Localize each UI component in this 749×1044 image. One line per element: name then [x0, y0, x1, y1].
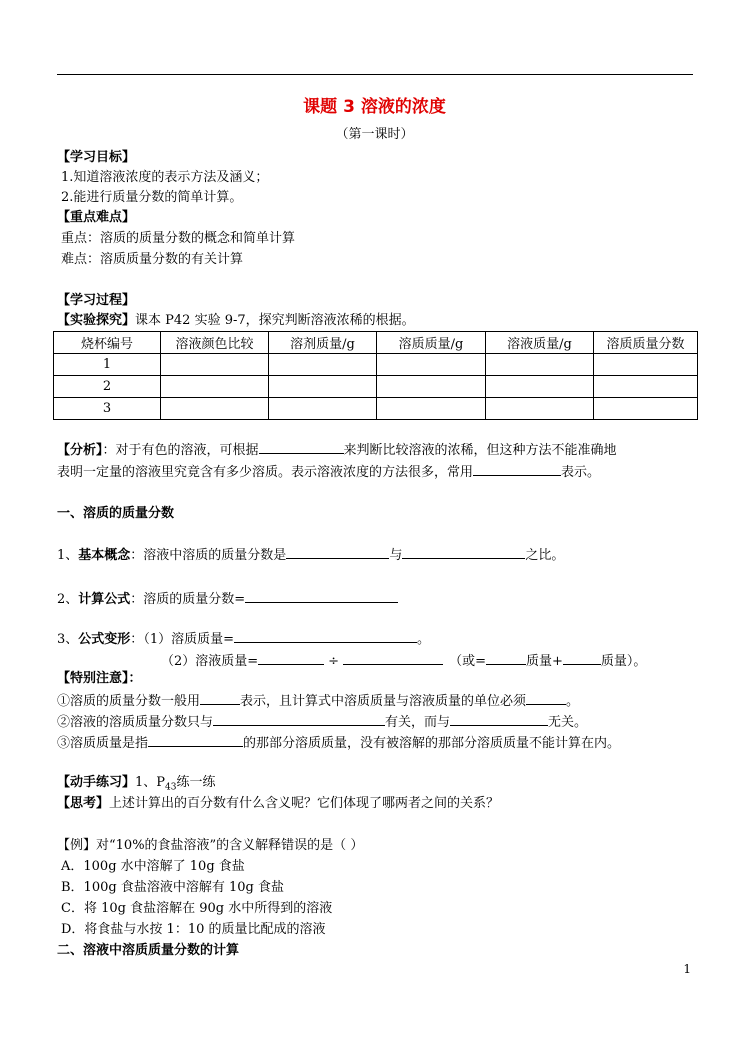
note-text: 无关。: [548, 715, 588, 730]
divide-symbol: ÷: [328, 654, 340, 669]
option-d: D．将食盐与水按 1：10 的质量比配成的溶液: [61, 922, 326, 937]
goals-heading: 【学习目标】: [57, 150, 136, 165]
fill-blank[interactable]: [402, 545, 525, 559]
process-heading: 【学习过程】: [57, 293, 136, 308]
analysis-text: 来判断比较溶液的浓稀，但这种方法不能准确地: [343, 443, 617, 458]
note-item: [57, 691, 579, 711]
table-cell: [161, 376, 269, 398]
transform-text: （1）溶质质量=: [143, 632, 234, 647]
option-b: B．100g 食盐溶液中溶解有 10g 食盐: [61, 880, 284, 895]
concept-text: 与: [389, 548, 403, 563]
fill-blank[interactable]: [245, 589, 398, 603]
transform-text: （或=: [449, 654, 486, 669]
practice-text: 1、P: [135, 775, 166, 790]
page-title: 课题 3 溶液的浓度: [303, 97, 446, 117]
example-stem: 【例】对“10%的食盐溶液”的含义解释错误的是（ ）: [57, 838, 364, 853]
fill-blank[interactable]: [450, 712, 548, 726]
table-header: 烧杯编号: [54, 332, 161, 354]
note-text: 表示，且计算式中溶质质量与溶液质量的单位必须: [240, 694, 527, 709]
fill-blank[interactable]: [473, 462, 561, 476]
item-number: 1、: [57, 548, 79, 563]
table-cell: [377, 376, 486, 398]
analysis-text: ：对于有色的溶液，可根据: [102, 443, 259, 458]
table-cell: [486, 398, 594, 420]
concept-line: [57, 545, 564, 565]
note-text: 的那部分溶质质量，没有被溶解的那部分溶质质量不能计算在内。: [243, 736, 621, 751]
practice-label: 【动手练习】: [57, 775, 136, 790]
analysis-text: 表明一定量的溶液里究竟含有多少溶质。表示溶液浓度的方法很多，常用: [57, 465, 474, 480]
table-header-row: [54, 332, 698, 354]
transform-text: ：: [130, 632, 144, 647]
fill-blank[interactable]: [286, 545, 389, 559]
table-cell: [377, 354, 486, 376]
formula-label: 计算公式: [78, 592, 131, 607]
experiment-line: [57, 312, 415, 330]
practice-line: [57, 774, 216, 797]
table-cell: [486, 376, 594, 398]
note-text: ②溶液的溶质质量分数只与: [57, 715, 214, 730]
table-cell: 3: [54, 398, 161, 420]
page-subtitle: （第一课时）: [335, 127, 414, 142]
table-cell: [377, 398, 486, 420]
item-number: 3、: [57, 632, 79, 647]
table-cell: [594, 354, 698, 376]
table-cell: 1: [54, 354, 161, 376]
concept-label: 基本概念: [78, 548, 131, 563]
note-text: ①溶质的质量分数一般用: [57, 694, 201, 709]
table-cell: [269, 354, 377, 376]
goal-item: 1.知道溶液浓度的表示方法及涵义；: [61, 170, 269, 185]
note-text: ③溶质质量是指: [57, 736, 149, 751]
table-cell: [161, 354, 269, 376]
note-text: 。: [566, 694, 580, 709]
table-cell: [594, 398, 698, 420]
experiment-text: 课本 P42 实验 9-7，探究判断溶液浓稀的根据。: [135, 313, 415, 328]
transform-line-2: [161, 651, 646, 671]
think-label: 【思考】: [57, 796, 110, 811]
table-header: 溶质质量分数: [594, 332, 698, 354]
table-cell: 2: [54, 376, 161, 398]
think-text: 上述计算出的百分数有什么含义呢？它们体现了哪两者之间的关系？: [109, 796, 500, 811]
table-cell: [269, 398, 377, 420]
transform-label: 公式变形: [78, 632, 131, 647]
fill-blank[interactable]: [343, 651, 443, 665]
note-item: [57, 733, 620, 753]
option-a: A．100g 水中溶解了 10g 食盐: [61, 859, 245, 874]
fill-blank[interactable]: [213, 712, 385, 726]
formula-line: [57, 589, 398, 609]
table-header: 溶液质量/g: [486, 332, 594, 354]
header-rule: [57, 74, 693, 75]
fill-blank[interactable]: [200, 691, 240, 705]
fill-blank[interactable]: [563, 651, 601, 665]
table-header: 溶液颜色比较: [161, 332, 269, 354]
fill-blank[interactable]: [526, 691, 566, 705]
notes-heading: 【特别注意】：: [57, 671, 142, 686]
key-point: 重点：溶质的质量分数的概念和简单计算: [61, 231, 296, 246]
table-cell: [594, 376, 698, 398]
analysis-line-1: [57, 440, 617, 460]
experiment-table: [53, 331, 698, 420]
table-header: 溶剂质量/g: [269, 332, 377, 354]
analysis-line-2: [57, 462, 600, 482]
formula-text: ：溶质的质量分数=: [130, 592, 246, 607]
fill-blank[interactable]: [258, 651, 324, 665]
transform-text: 质量+: [525, 654, 563, 669]
key-point: 难点：溶质质量分数的有关计算: [61, 252, 244, 267]
fill-blank[interactable]: [259, 440, 344, 454]
transform-text: 质量）。: [600, 654, 647, 669]
transform-text: （2）溶液质量=: [161, 654, 259, 669]
table-row: [54, 376, 698, 398]
page-subscript: 43: [165, 782, 177, 793]
practice-text: 练一练: [176, 775, 216, 790]
table-cell: [161, 398, 269, 420]
page-number: 1: [683, 962, 691, 976]
fill-blank[interactable]: [148, 733, 243, 747]
fill-blank[interactable]: [234, 629, 417, 643]
goal-item: 2.能进行质量分数的简单计算。: [61, 190, 243, 205]
analysis-text: 表示。: [561, 465, 601, 480]
analysis-label: 【分析】: [57, 443, 103, 458]
note-text: 有关，而与: [385, 715, 451, 730]
item-number: 2、: [57, 592, 79, 607]
option-c: C．将 10g 食盐溶解在 90g 水中所得到的溶液: [61, 901, 333, 916]
key-heading: 【重点难点】: [57, 210, 136, 225]
table-cell: [269, 376, 377, 398]
section-2-heading: 二、溶液中溶质质量分数的计算: [57, 943, 240, 958]
note-item: [57, 712, 587, 732]
concept-text: ：溶液中溶质的质量分数是: [130, 548, 287, 563]
section-1-heading: 一、溶质的质量分数: [57, 506, 175, 521]
table-cell: [486, 354, 594, 376]
fill-blank[interactable]: [486, 651, 526, 665]
table-row: [54, 398, 698, 420]
experiment-label: 【实验探究】: [57, 313, 136, 328]
transform-text: 。: [416, 632, 430, 647]
think-line: [57, 795, 499, 813]
transform-line-1: [57, 629, 430, 649]
table-header: 溶质质量/g: [377, 332, 486, 354]
concept-text: 之比。: [525, 548, 565, 563]
table-row: [54, 354, 698, 376]
